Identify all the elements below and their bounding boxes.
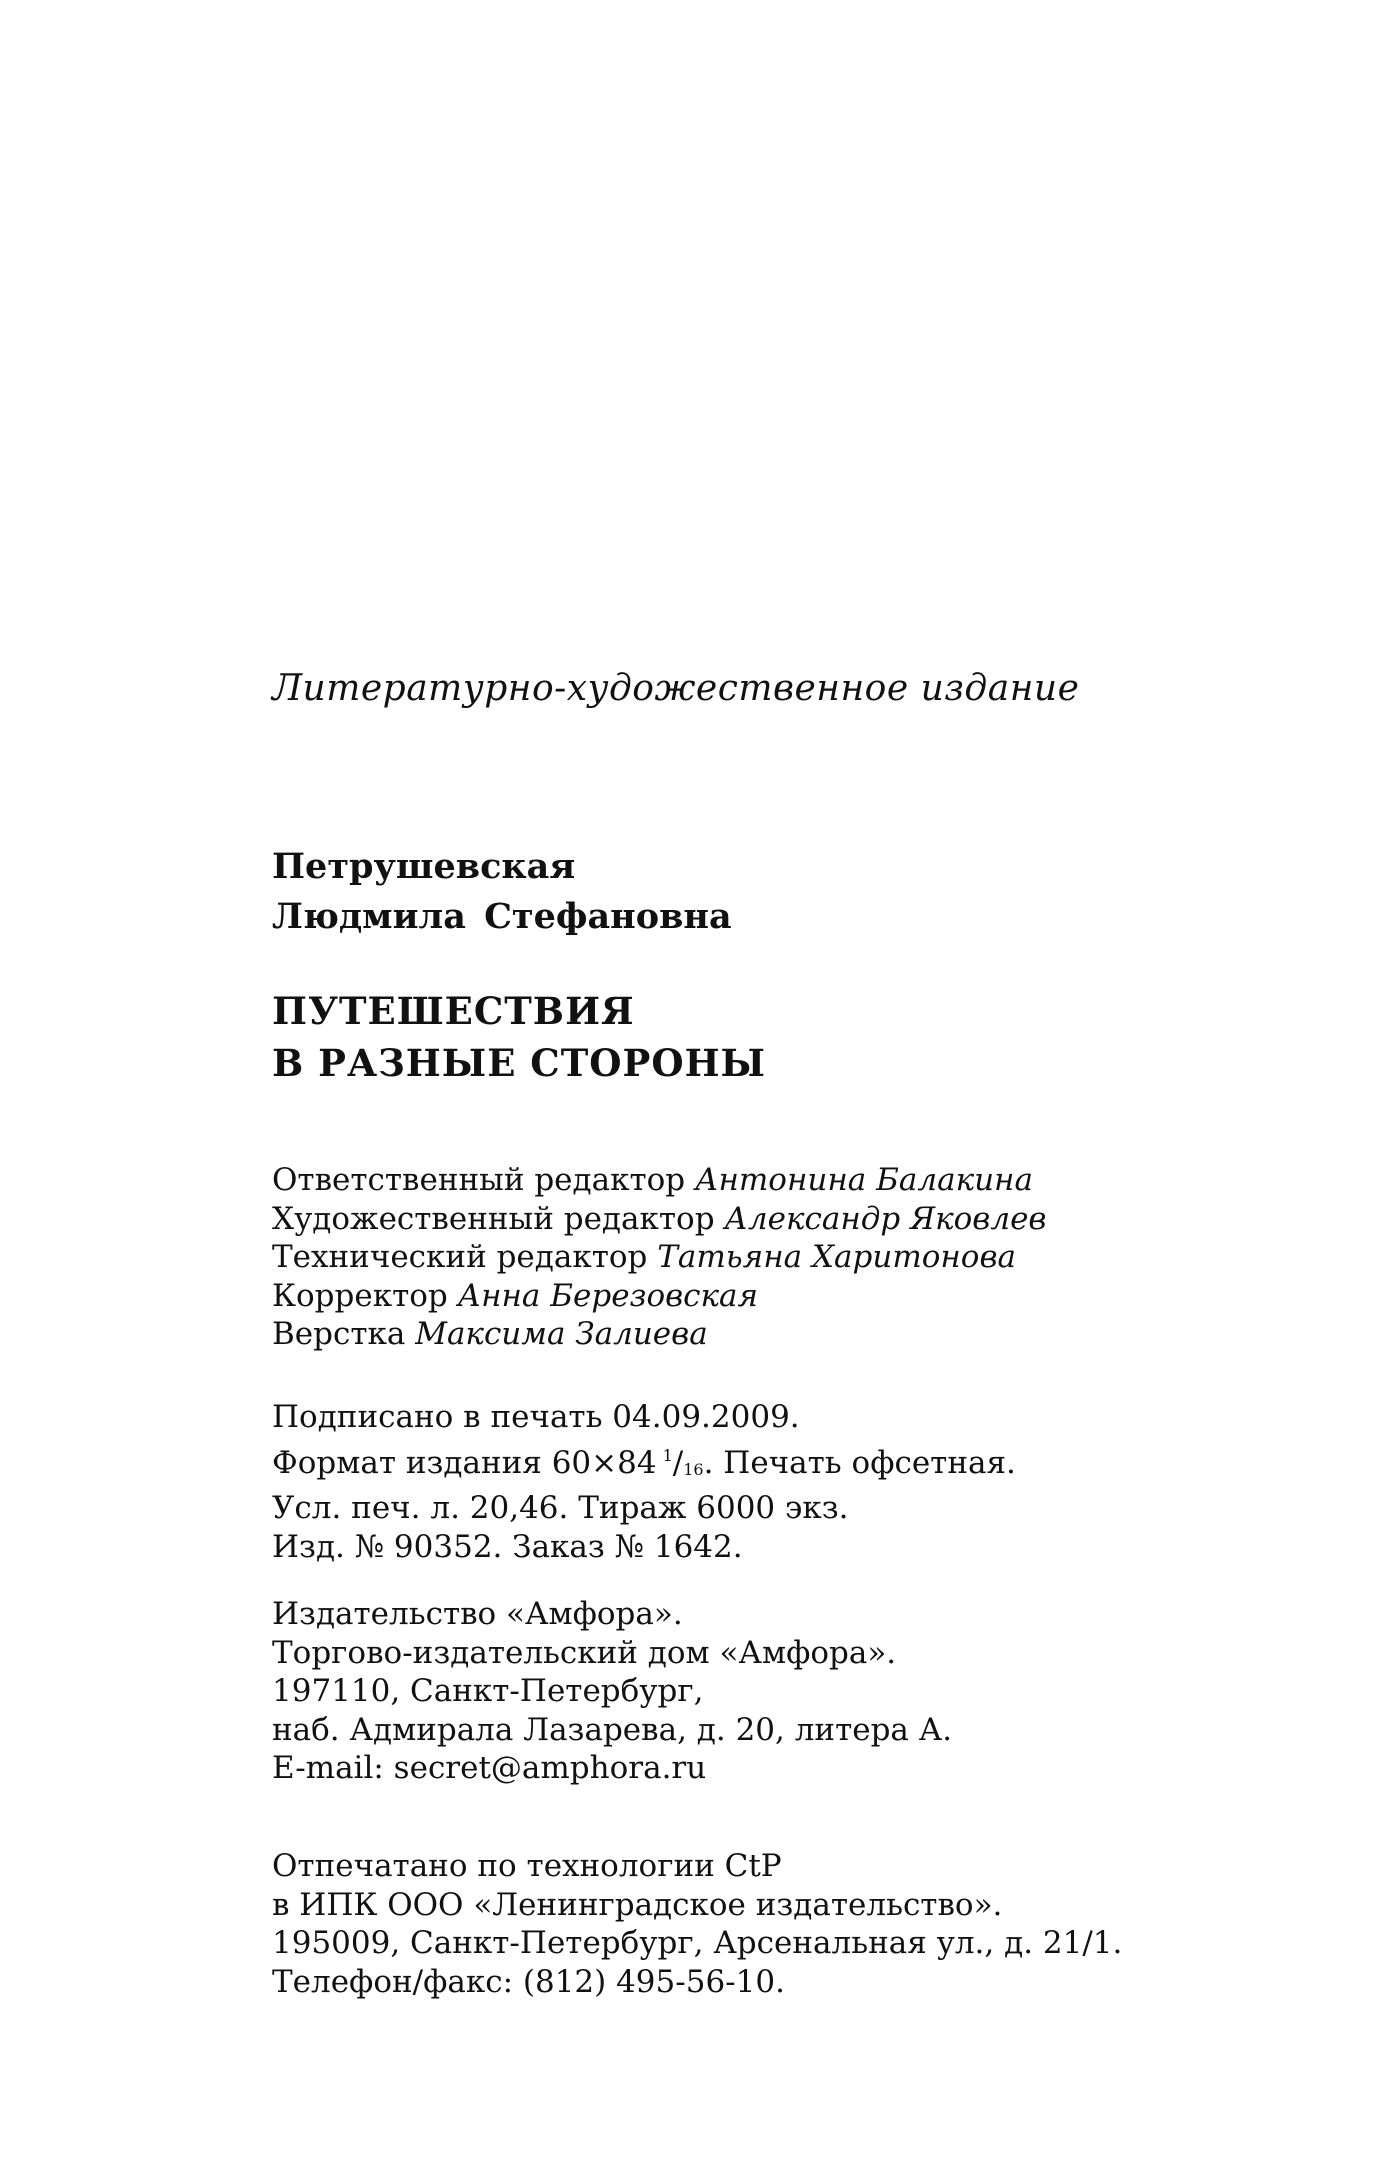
credit-role: Ответственный редактор — [272, 1162, 686, 1198]
credit-line — [272, 1200, 1046, 1239]
credit-line — [272, 1238, 1046, 1277]
book-title-line-1: ПУТЕШЕСТВИЯ — [272, 989, 635, 1033]
publisher-city: 197110, Санкт-Петербург, — [272, 1673, 704, 1709]
publisher-name: Издательство «Амфора». — [272, 1596, 683, 1632]
publisher-email: E-mail: secret@amphora.ru — [272, 1750, 707, 1786]
credit-person: Александр Яковлев — [724, 1200, 1047, 1237]
printer-block — [272, 1847, 1122, 2001]
publisher-trade-house: Торгово-издательский дом «Амфора». — [272, 1634, 897, 1671]
publisher-street: наб. Адмирала Лазарева, д. 20, литера А. — [272, 1711, 953, 1748]
printer-phone: Телефон/факс: (812) 495-56-10. — [272, 1963, 785, 2000]
format-numerator: 1 — [662, 1445, 673, 1465]
printer-company: в ИПК ООО «Ленинградское издательство». — [272, 1886, 1003, 1923]
genre-label: Литературно-художественное издание — [272, 668, 1080, 709]
order-line: Изд. № 90352. Заказ № 1642. — [272, 1528, 743, 1565]
format-slash: / — [672, 1444, 684, 1481]
book-title — [272, 985, 766, 1089]
sheets-line: Усл. печ. л. 20,46. Тираж 6000 экз. — [272, 1490, 849, 1526]
author-given-names: Людмила Стефановна — [272, 896, 732, 937]
printer-technology: Отпечатано по технологии CtP — [272, 1848, 782, 1884]
credit-role: Художественный редактор — [272, 1200, 715, 1237]
format-line — [272, 1437, 1016, 1490]
credit-role: Верстка — [272, 1316, 406, 1352]
credit-role: Технический редактор — [272, 1239, 648, 1275]
signed-date: Подписано в печать 04.09.2009. — [272, 1399, 800, 1435]
print-info-block — [272, 1398, 1016, 1566]
format-prefix: Формат издания 60×84 — [272, 1444, 657, 1481]
credit-line — [272, 1277, 1046, 1316]
author-name — [272, 842, 732, 942]
format-denominator: 16 — [683, 1459, 704, 1479]
author-surname: Петрушевская — [272, 846, 576, 887]
printer-address: 195009, Санкт-Петербург, Арсенальная ул., д. 21/1. — [272, 1925, 1123, 1961]
credit-person: Максима Залиева — [415, 1316, 708, 1352]
credit-role: Корректор — [272, 1277, 448, 1314]
credits-block — [272, 1161, 1046, 1354]
credit-person: Антонина Балакина — [695, 1162, 1033, 1198]
credit-line — [272, 1161, 1046, 1200]
credit-person: Анна Березовская — [457, 1277, 759, 1314]
credit-person: Татьяна Харитонова — [657, 1239, 1016, 1275]
publisher-block — [272, 1595, 952, 1788]
book-title-line-2: В РАЗНЫЕ СТОРОНЫ — [272, 1041, 766, 1085]
format-suffix: . Печать офсетная. — [703, 1444, 1016, 1481]
credit-line — [272, 1315, 1046, 1354]
